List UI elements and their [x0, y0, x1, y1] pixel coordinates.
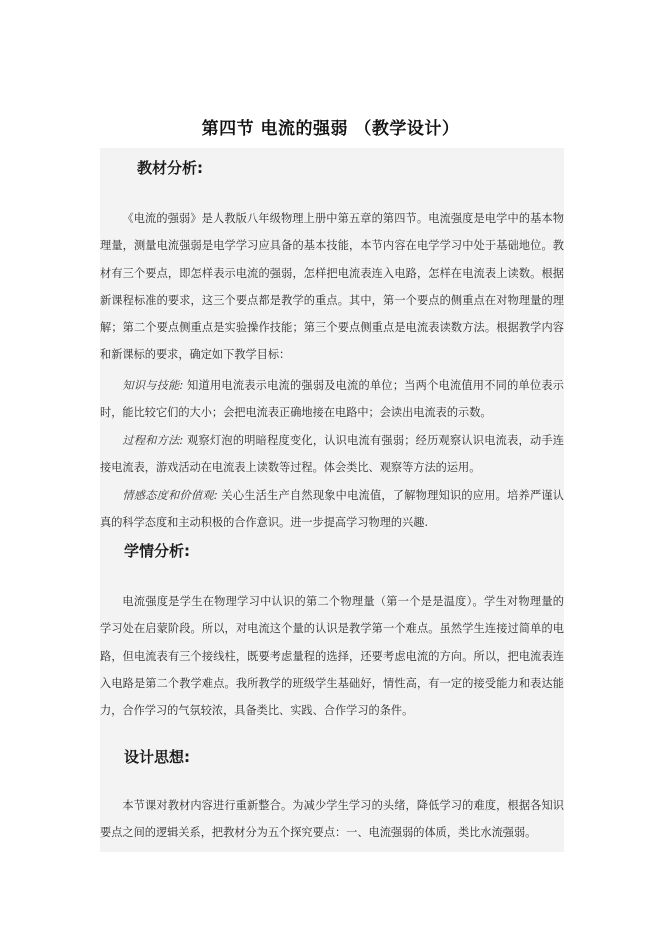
goal-process-methods — [100, 427, 564, 481]
goal-label: 知识与技能: — [122, 379, 184, 392]
paragraph-student-analysis: 电流强度是学生在物理学习中认识的第二个物理量（第一个是是温度）。学生对物理量的学习处在启蒙阶段。所以，对电流这个量的认识是教学第一个难点。虽然学生连接过简单的电路，但电流表有三个接线柱，既要考虑量程的选择，还要考虑电流的方向。所以，把电流表连入电路是第二个教学难点。我所教学的班级学生基础好，情性高，有一定的接受能力和表达能力，合作学习的气氛较浓，具备类比、实践、合作学习的条件。 — [100, 595, 564, 718]
goal-label: 情感态度和价值观: — [122, 489, 218, 502]
section-heading-design-idea: 设计思想: — [124, 748, 190, 766]
paragraph-design-idea: 本节课对教材内容进行重新整合。为减少学生学习的头绪，降低学习的难度，根据各知识要点之间的逻辑关系，把教材分为五个探究要点：一、电流强弱的体质，类比水流强弱。 — [100, 799, 564, 840]
goal-emotion-values — [100, 482, 564, 536]
goal-text: 观察灯泡的明暗程度变化，认识电流有强弱；经历观察认识电流表，动手连接电流表，游戏活动在电流表上读数等过程。体会类比、观察等方法的运用。 — [100, 434, 564, 474]
goal-knowledge-skills — [100, 372, 564, 426]
paragraph-textbook-intro: 《电流的强弱》是人教版八年级物理上册中第五章的第四节。电流强度是电学中的基本物理量，测量电流强弱是电学学习应具备的基本技能，本节内容在电学学习中处于基础地位。教材有三个要点，即怎样表示电流的强弱，怎样把电流表连入电路，怎样在电流表上读数。根据新课程标准的要求，这三个要点都是教学的重点。其中，第一个要点的侧重点在对物理量的理解；第二个要点侧重点是实验操作技能；第三个要点侧重点是电流表读数方法。根据教学内容和新课标的要求，确定如下教学目标： — [100, 212, 564, 362]
page-title: 第四节 电流的强弱 （教学设计） — [201, 119, 460, 140]
section-heading-student-analysis: 学情分析: — [124, 542, 190, 560]
goal-text: 关心生活生产自然现象中电流值，了解物理知识的应用。培养严谨认真的科学态度和主动积极的合作意识。进一步提高学习物理的兴趣. — [100, 489, 564, 529]
section-heading-textbook-analysis: 教材分析: — [137, 159, 203, 177]
goal-label: 过程和方法: — [122, 434, 184, 447]
goal-text: 知道用电流表示电流的强弱及电流的单位；当两个电流值用不同的单位表示时，能比较它们的大小；会把电流表正确地接在电路中；会读出电流表的示数。 — [100, 379, 564, 419]
